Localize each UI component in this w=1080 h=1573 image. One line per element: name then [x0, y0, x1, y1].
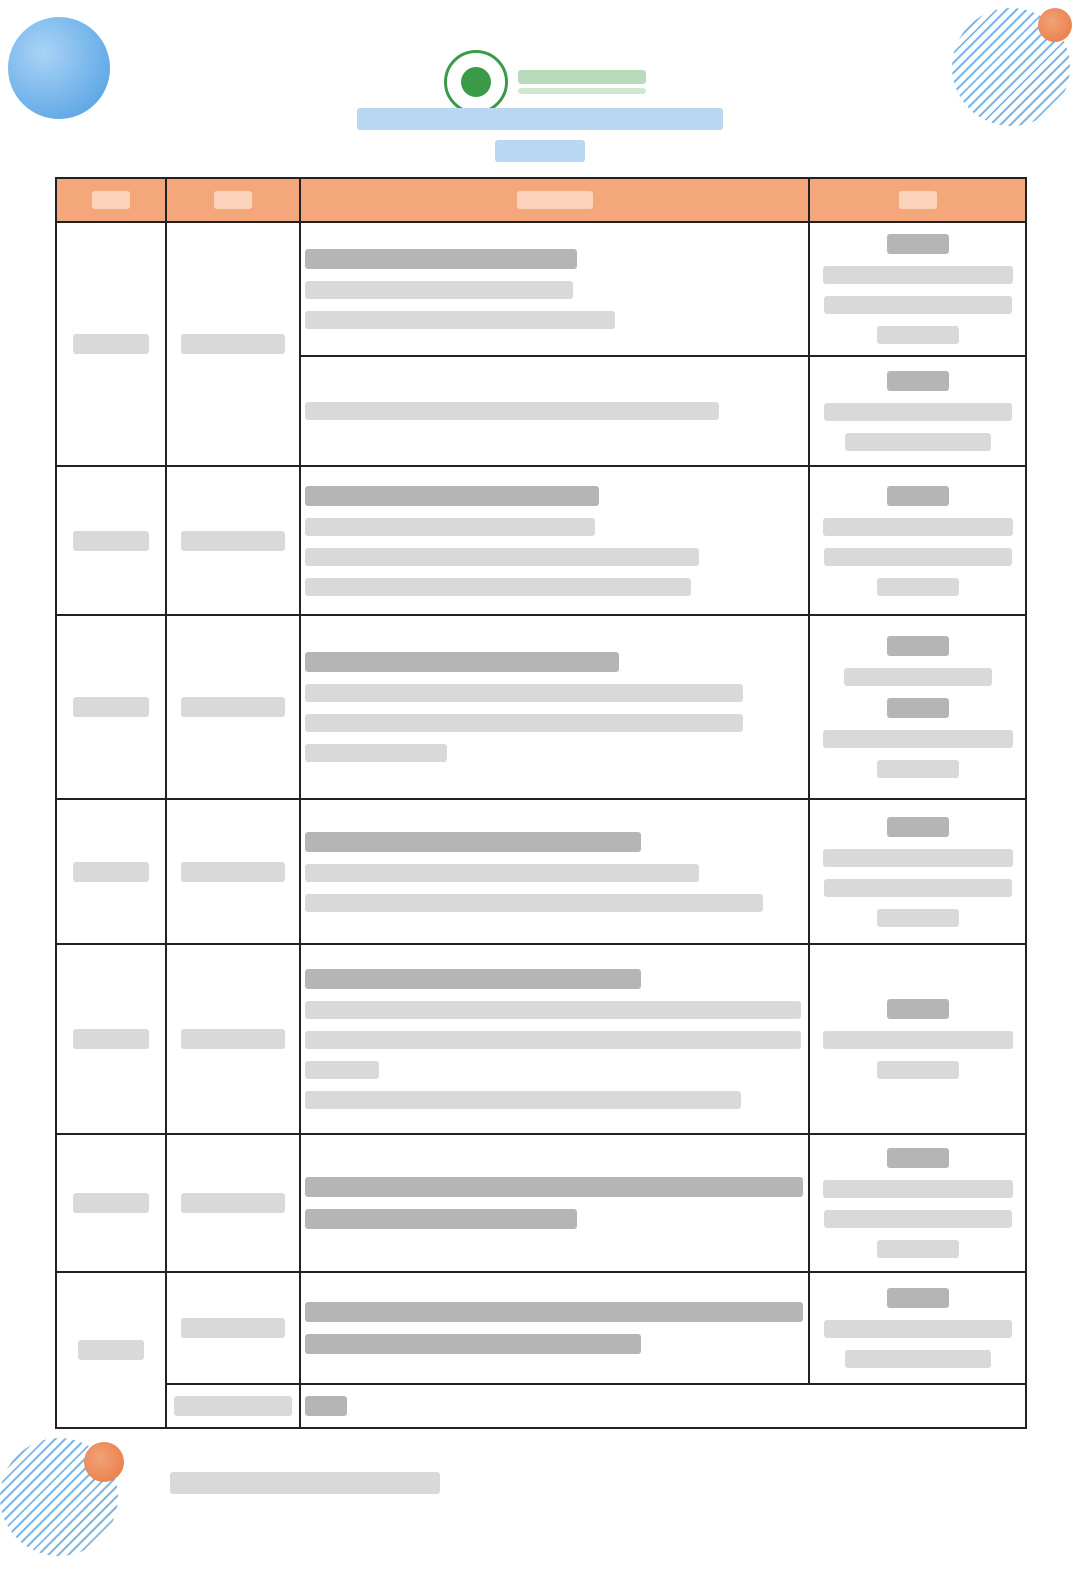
table-row — [56, 1384, 1026, 1428]
session-content — [300, 799, 809, 944]
header-date — [56, 178, 166, 222]
session-date — [56, 466, 166, 615]
table-row — [56, 1134, 1026, 1272]
session-content — [300, 356, 809, 466]
session-content — [300, 466, 809, 615]
session-time — [166, 1272, 300, 1384]
session-date — [56, 799, 166, 944]
association-logo — [444, 50, 646, 114]
header-time — [166, 178, 300, 222]
schedule-table — [55, 177, 1027, 1429]
page-subtitle — [0, 140, 1080, 162]
association-name-placeholder — [518, 70, 646, 94]
session-date — [56, 1272, 166, 1428]
session-teacher — [809, 222, 1026, 356]
session-content — [300, 615, 809, 799]
table-row — [56, 1272, 1026, 1384]
table-header-row — [56, 178, 1026, 222]
association-logo-icon — [444, 50, 508, 114]
session-time — [166, 1134, 300, 1272]
session-teacher — [809, 799, 1026, 944]
session-time — [166, 222, 300, 466]
footer-note — [170, 1472, 440, 1494]
session-time — [166, 944, 300, 1134]
table-row — [56, 944, 1026, 1134]
session-content — [300, 222, 809, 356]
decorative-dot-top-right — [1038, 8, 1072, 42]
session-teacher — [809, 944, 1026, 1134]
decorative-dot-bottom-left — [84, 1442, 124, 1482]
session-teacher — [809, 356, 1026, 466]
table-row — [56, 799, 1026, 944]
header-content — [300, 178, 809, 222]
session-content — [300, 1134, 809, 1272]
table-row — [56, 222, 1026, 356]
session-teacher — [809, 466, 1026, 615]
session-content — [300, 1272, 809, 1384]
session-time — [166, 466, 300, 615]
table-row — [56, 466, 1026, 615]
session-teacher — [809, 1272, 1026, 1384]
session-teacher — [809, 1134, 1026, 1272]
session-date — [56, 615, 166, 799]
session-time — [166, 615, 300, 799]
session-content — [300, 944, 809, 1134]
session-time — [166, 799, 300, 944]
session-date — [56, 1134, 166, 1272]
session-time — [166, 1384, 300, 1428]
session-content — [300, 1384, 1026, 1428]
page-title — [0, 108, 1080, 130]
header-teacher — [809, 178, 1026, 222]
session-date — [56, 222, 166, 466]
session-date — [56, 944, 166, 1134]
decorative-circle-top-left — [8, 17, 110, 119]
table-row — [56, 615, 1026, 799]
session-teacher — [809, 615, 1026, 799]
